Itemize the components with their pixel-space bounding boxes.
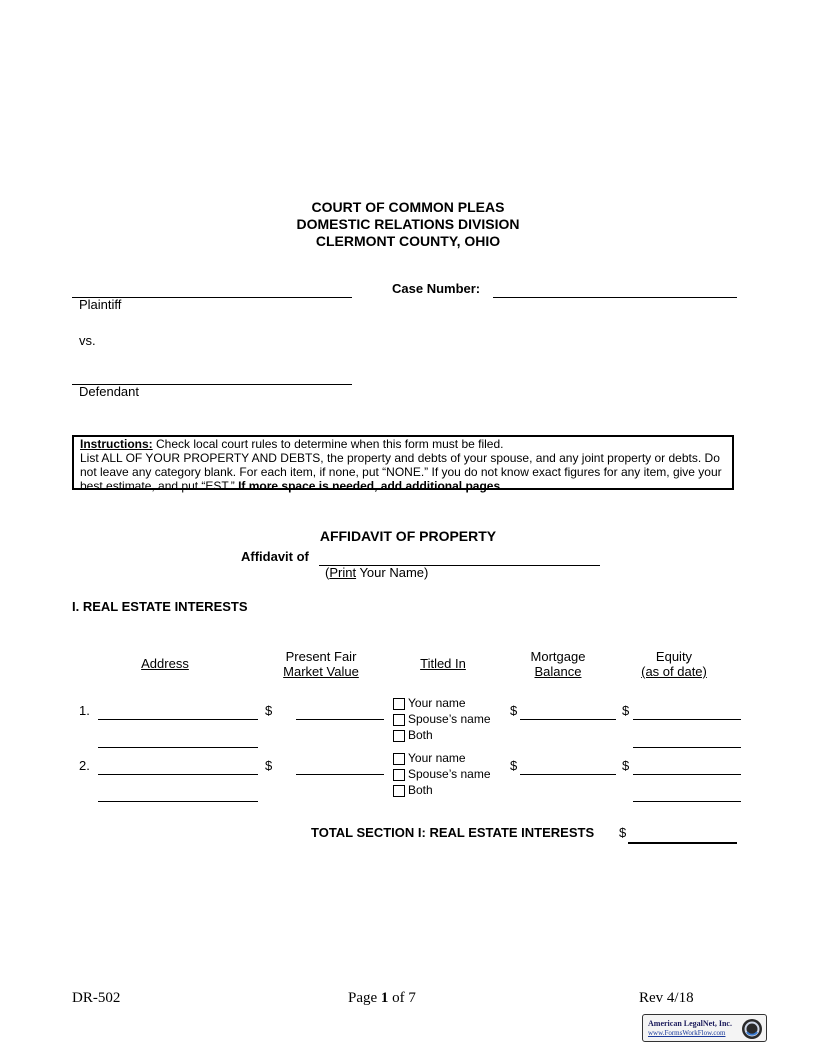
mortgage-field[interactable] [520,774,616,775]
logo-url: www.FormsWorkFlow.com [648,1029,726,1037]
equity-field[interactable] [633,719,741,720]
currency-symbol: $ [265,758,273,773]
address-field-line2[interactable] [98,801,258,802]
titled-spouse-label: Spouse’s name [408,767,491,781]
equity-field[interactable] [633,774,741,775]
affidavit-title: AFFIDAVIT OF PROPERTY [319,528,497,544]
case-number-field[interactable] [493,297,737,298]
address-field[interactable] [98,774,258,775]
titled-your-name-label: Your name [408,751,466,765]
titled-spouse-checkbox[interactable] [393,769,405,781]
titled-both-label: Both [408,783,433,797]
market-value-field[interactable] [296,774,384,775]
col-address: Address [141,656,189,671]
page-indicator: Page 1 of 7 [348,990,416,1006]
print-name-hint: (Print Your Name) [325,565,429,580]
titled-spouse-checkbox[interactable] [393,714,405,726]
instructions-line1: Check local court rules to determine when this form must be filed. [152,437,504,451]
currency-symbol: $ [622,703,630,718]
globe-icon [741,1018,763,1040]
equity-date-field[interactable] [633,801,741,802]
mortgage-field[interactable] [520,719,616,720]
instructions-box [72,435,734,493]
defendant-label: Defendant [79,384,139,399]
affidavit-of-label: Affidavit of [241,549,309,564]
equity-date-field[interactable] [633,747,741,748]
address-field[interactable] [98,719,258,720]
total-label: TOTAL SECTION I: REAL ESTATE INTERESTS [311,825,595,840]
titled-both-checkbox[interactable] [393,730,405,742]
col-mortgage: Mortgage Balance [530,649,586,679]
col-market-value: Present Fair Market Value [283,649,359,679]
titled-your-name-checkbox[interactable] [393,753,405,765]
currency-symbol: $ [510,758,518,773]
legalnet-logo[interactable] [642,1014,767,1042]
market-value-field[interactable] [296,719,384,720]
instructions-heading: Instructions: [80,437,153,451]
logo-company: American LegalNet, Inc. [648,1019,732,1028]
case-number-label: Case Number: [392,281,481,296]
total-field[interactable] [628,842,737,844]
instructions-body: List ALL OF YOUR PROPERTY AND DEBTS, the property and debts of your spouse, and any joint property or debts. Do not leave any category blank. For each item, if none, put “NONE.” If you do not know exact figures for any item, give your best estimate, and put “EST.” [80,451,722,493]
section-title: I. REAL ESTATE INTERESTS [72,599,248,614]
row-number: 1. [79,703,90,718]
total-currency: $ [619,825,627,840]
vs-label: vs. [79,333,96,348]
titled-both-label: Both [408,728,433,742]
currency-symbol: $ [265,703,273,718]
plaintiff-label: Plaintiff [79,297,122,312]
titled-spouse-label: Spouse’s name [408,712,491,726]
titled-your-name-checkbox[interactable] [393,698,405,710]
revision-label: Rev 4/18 [639,990,694,1006]
instructions-bold-tail: If more space is needed, add additional pages. [238,479,504,493]
form-id: DR-502 [72,990,121,1006]
division-name: DOMESTIC RELATIONS DIVISION [296,216,520,232]
address-field-line2[interactable] [98,747,258,748]
col-titled-in: Titled In [420,656,466,671]
row-number: 2. [79,758,90,773]
titled-your-name-label: Your name [408,696,466,710]
currency-symbol: $ [622,758,630,773]
titled-both-checkbox[interactable] [393,785,405,797]
county-name: CLERMONT COUNTY, OHIO [315,233,501,249]
col-equity: Equity (as of date) [641,649,707,679]
currency-symbol: $ [510,703,518,718]
court-name: COURT OF COMMON PLEAS [311,199,505,215]
